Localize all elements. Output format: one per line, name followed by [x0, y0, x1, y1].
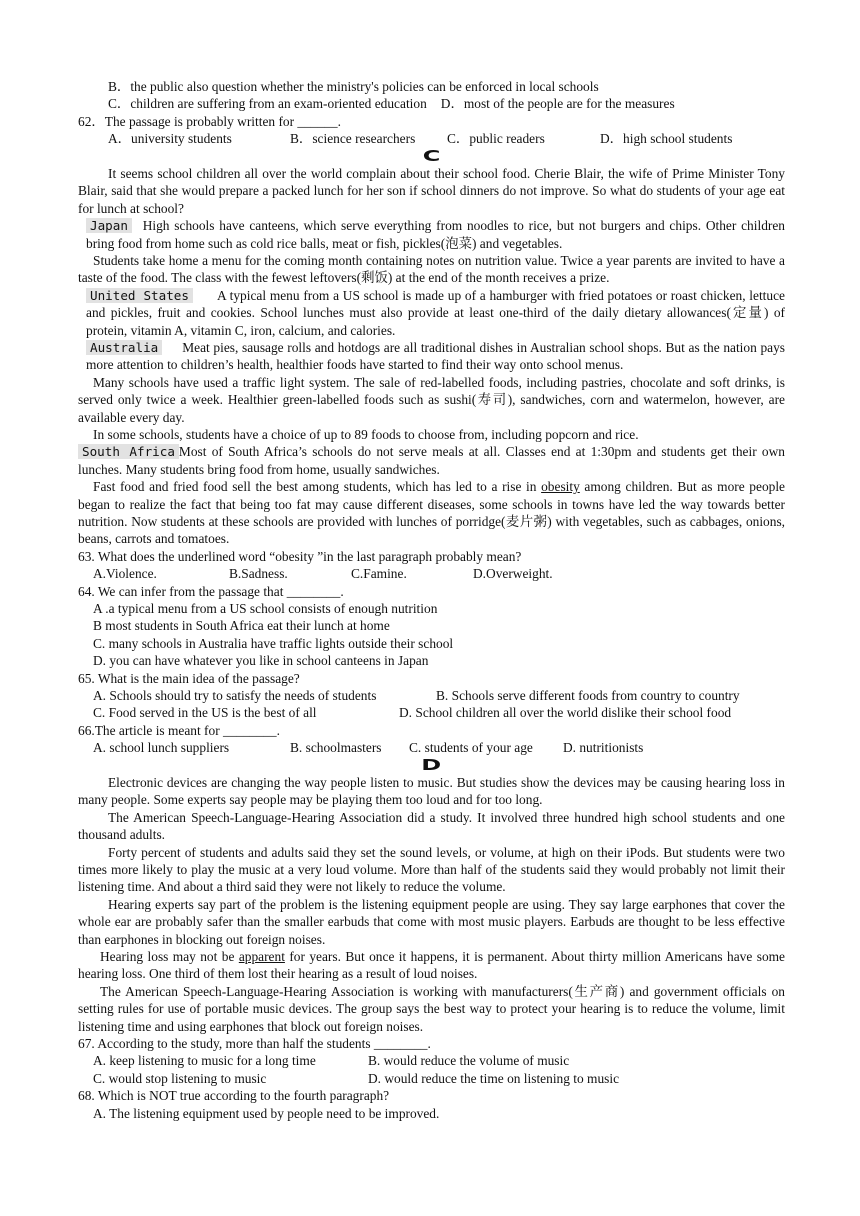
section-c-heading: C: [422, 146, 441, 165]
q66-options: [78, 739, 785, 756]
passage-d-p2: The American Speech-Language-Hearing Association did a study. It involved three hundred high school students and one thousand adults.: [78, 809, 785, 843]
q65-option-a: A. Schools should try to satisfy the needs of students: [93, 688, 377, 704]
passage-d-p5: Hearing loss may not be apparent for years. But once it happens, it is permanent. About thirty million Americans have some hearing loss. One third of them lost their hearing as a result of loud noises.: [78, 949, 785, 982]
q65-option-d: D. School children all over the world dislike their school food: [399, 705, 732, 721]
underlined-word-obesity: obesity: [541, 479, 580, 495]
q63-stem: 63. What does the underlined word “obesity ”in the last paragraph probably mean?: [78, 548, 522, 564]
q66-stem: 66.The article is meant for ________.: [78, 722, 280, 738]
q62-stem: 62．The passage is probably written for ______.: [78, 113, 341, 129]
passage-d-p3: Forty percent of students and adults said they set the sound levels, or volume, at high on their iPods. But students were two times more likely to play the music at a very loud volume. More than half of the students said they would probably not limit their listening time. And about a third said they were not likely to reduce the volume.: [78, 844, 785, 895]
q65-option-c: C. Food served in the US is the best of all: [93, 705, 317, 721]
q68-stem: 68. Which is NOT true according to the fourth paragraph?: [78, 1088, 390, 1104]
q63-options: [78, 565, 785, 582]
q63-option-a: A.Violence.: [93, 566, 157, 582]
q62-option-c: C．public readers: [447, 131, 545, 147]
q67-option-a: A. keep listening to music for a long time: [93, 1053, 316, 1069]
q63-option-c: C.Famine.: [351, 566, 407, 582]
underlined-word-apparent: apparent: [238, 949, 285, 965]
country-tag-south-africa: South Africa: [78, 444, 179, 459]
country-tag-japan: Japan: [86, 218, 132, 233]
passage-c-us: United States A typical menu from a US school is made up of a hamburger with fried potatoes or roast chicken, lettuce and pickles, fruit and cookies. School lunches must also provide at least one-third of the daily dietary allowances(定量) of protein, vitamin A, vitamin C, iron, calcium, and calories.: [86, 287, 785, 338]
q67-option-b: B. would reduce the volume of music: [368, 1053, 570, 1069]
q61-options-cd: [78, 95, 785, 112]
q62-option-a: A．university students: [108, 131, 232, 147]
passage-c-australia-3: In some schools, students have a choice of up to 89 foods to choose from, including popcorn and rice.: [93, 427, 639, 443]
q63-option-d: D.Overweight.: [473, 566, 553, 582]
passage-d-p4: Hearing experts say part of the problem is the listening equipment people are using. They say large earphones that cover the whole ear are probably safer than the smaller earbuds that come with most music players. Earbuds are thought to be less effective than earphones in blocking out foreign noises.: [78, 896, 785, 947]
q64-option-c: C. many schools in Australia have traffic lights outside their school: [93, 635, 454, 651]
exam-page: [78, 78, 785, 1122]
passage-c-australia-2: Many schools have used a traffic light system. The sale of red-labelled foods, including pastries, chocolate and soft drinks, is served only twice a week. Healthier green-labelled foods such as sushi(寿司), sandwiches, corn and watermelon, however, are available every day.: [78, 374, 785, 425]
q61-option-b: B．the public also question whether the ministry's policies can be enforced in local schools: [108, 79, 599, 94]
q65-options-cd: [78, 704, 785, 721]
q64-option-d: D. you can have whatever you like in school canteens in Japan: [93, 653, 429, 669]
q65-option-b: B. Schools serve different foods from country to country: [436, 688, 740, 704]
q67-stem: 67. According to the study, more than half the students ________.: [78, 1036, 431, 1052]
q63-option-b: B.Sadness.: [229, 566, 288, 582]
q66-option-a: A. school lunch suppliers: [93, 740, 230, 756]
q66-option-c: C. students of your age: [409, 740, 533, 756]
q62-options: [78, 130, 785, 147]
q64-option-a: A .a typical menu from a US school consists of enough nutrition: [93, 601, 438, 617]
q67-options-ab: [78, 1052, 785, 1069]
passage-c-south-africa-2: Fast food and fried food sell the best among students, which has led to a rise in obesity among children. But as more people began to realize the fact that being too fat may cause different diseases, some schools in towns have led the way towards better nutrition. Now students at these schools are provided with lunches of porridge(麦片粥) with vegetables, such as cabbages, onions, beans, carrots and tomatoes.: [78, 479, 785, 547]
q67-options-cd: [78, 1070, 785, 1087]
q66-option-b: B. schoolmasters: [290, 740, 382, 756]
q64-option-b: B most students in South Africa eat their lunch at home: [93, 618, 390, 634]
passage-c-intro: It seems school children all over the world complain about their school food. Cherie Blair, the wife of Prime Minister Tony Blair, said that she would prepare a packed lunch for her son if school dinners do not improve. So what do students of your age eat for lunch at school?: [78, 165, 785, 216]
passage-c-japan-1: Japan High schools have canteens, which serve everything from noodles to rice, but not burgers and chips. Other children bring food from home such as cold rice balls, meat or fish, pickles(泡菜) and vegetables.: [86, 218, 785, 251]
section-d-heading: D: [421, 755, 442, 774]
q62-option-b: B．science researchers: [290, 131, 416, 147]
q65-stem: 65. What is the main idea of the passage?: [78, 670, 300, 686]
country-tag-us: United States: [86, 288, 193, 303]
q66-option-d: D. nutritionists: [563, 740, 644, 756]
q68-option-a: A. The listening equipment used by people need to be improved.: [93, 1105, 440, 1121]
q64-stem: 64. We can infer from the passage that ________.: [78, 583, 344, 599]
q67-option-d: D. would reduce the time on listening to music: [368, 1070, 620, 1086]
passage-c-australia-1: Australia Meat pies, sausage rolls and hotdogs are all traditional dishes in Australian school shops. But as the nation pays more attention to children’s health, healthier foods have started to find their way onto school menus.: [86, 340, 785, 373]
passage-d-p1: Electronic devices are changing the way people listen to music. But studies show the devices may be causing hearing loss in many people. Some experts say people may be playing them too loud and for too long.: [78, 774, 785, 808]
q61-option-c: C．children are suffering from an exam-oriented education: [108, 96, 427, 112]
country-tag-australia: Australia: [86, 340, 162, 355]
passage-d-p6: The American Speech-Language-Hearing Association is working with manufacturers(生产商) and government officials on setting rules for use of portable music devices. The group says the best way to protect your hearing is to reduce the volume, limit listening time and using earphones that block out foreign noises.: [78, 983, 785, 1034]
q62-option-d: D．high school students: [600, 131, 733, 147]
q61-option-d: D．most of the people are for the measures: [440, 96, 675, 112]
q67-option-c: C. would stop listening to music: [93, 1070, 267, 1086]
q65-options-ab: [78, 687, 785, 704]
passage-c-south-africa-1: South Africa Most of South Africa’s schools do not serve meals at all. Classes end at 1:30pm and students get their own lunches. Many students bring food from home, usually sandwiches.: [78, 444, 785, 477]
passage-c-japan-2: Students take home a menu for the coming month containing notes on nutrition value. Twice a year parents are invited to have a taste of the food. The class with the fewest leftovers(剩饭) at the end of the month receives a prize.: [78, 252, 785, 286]
